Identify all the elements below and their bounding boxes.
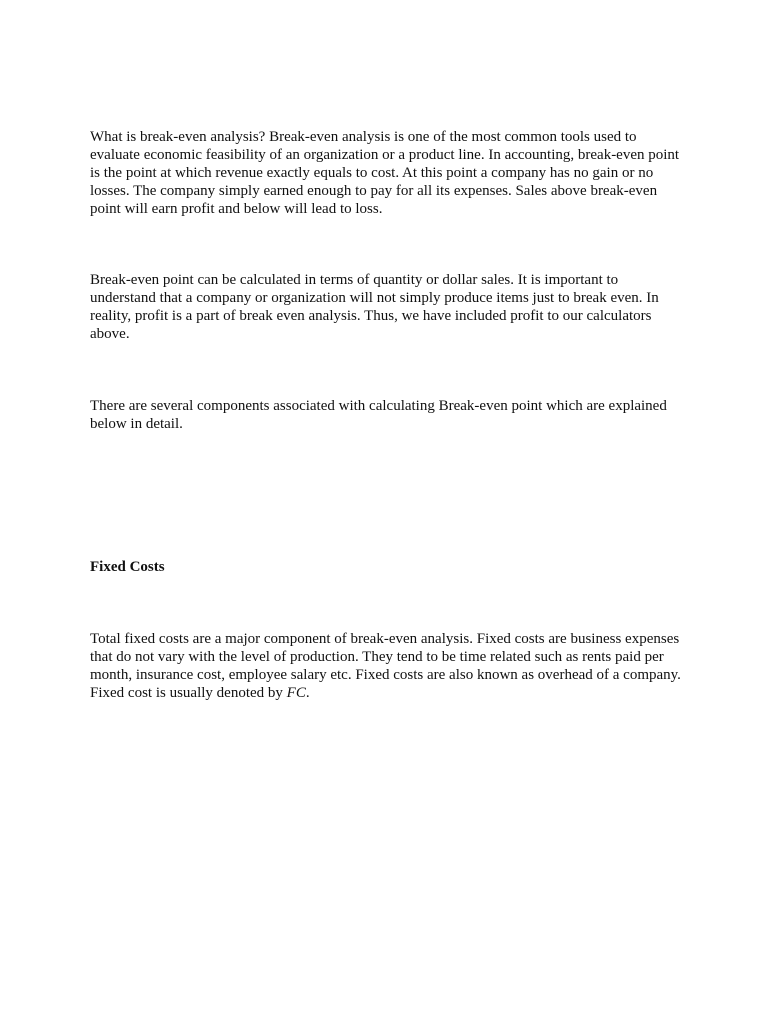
paragraph-components-intro: There are several components associated with calculating Break-even point which are explained below in detail. bbox=[90, 398, 667, 433]
paragraph-break-even-intro: What is break-even analysis? Break-even analysis is one of the most common tools used to evaluate economic feasibility of an organization or a product line. In accounting, break-even point is the point at which revenue exactly equals to cost. At this point a company has no gain or no losses. The company simply earned enough to pay for all its expenses. Sales above break-even point will earn profit and below will lead to loss. bbox=[90, 129, 680, 218]
paragraph-fixed-costs bbox=[90, 630, 682, 702]
paragraph-fixed-costs-period: . bbox=[305, 685, 310, 702]
fixed-cost-symbol: FC bbox=[286, 685, 306, 702]
section-heading-fixed-costs: Fixed Costs bbox=[90, 559, 165, 575]
paragraph-fixed-costs-text: Total fixed costs are a major component of break-even analysis. Fixed costs are business expenses that do not vary with the level of production. They tend to be time related such as rents paid per month, insurance cost, employee salary etc. Fixed costs are also known as overhead of a company. Fixed cost is usually denoted by bbox=[90, 631, 681, 702]
paragraph-break-even-calculation: Break-even point can be calculated in terms of quantity or dollar sales. It is important to understand that a company or organization will not simply produce items just to break even. In reality, profit is a part of break even analysis. Thus, we have included profit to our calculators above. bbox=[90, 272, 659, 343]
